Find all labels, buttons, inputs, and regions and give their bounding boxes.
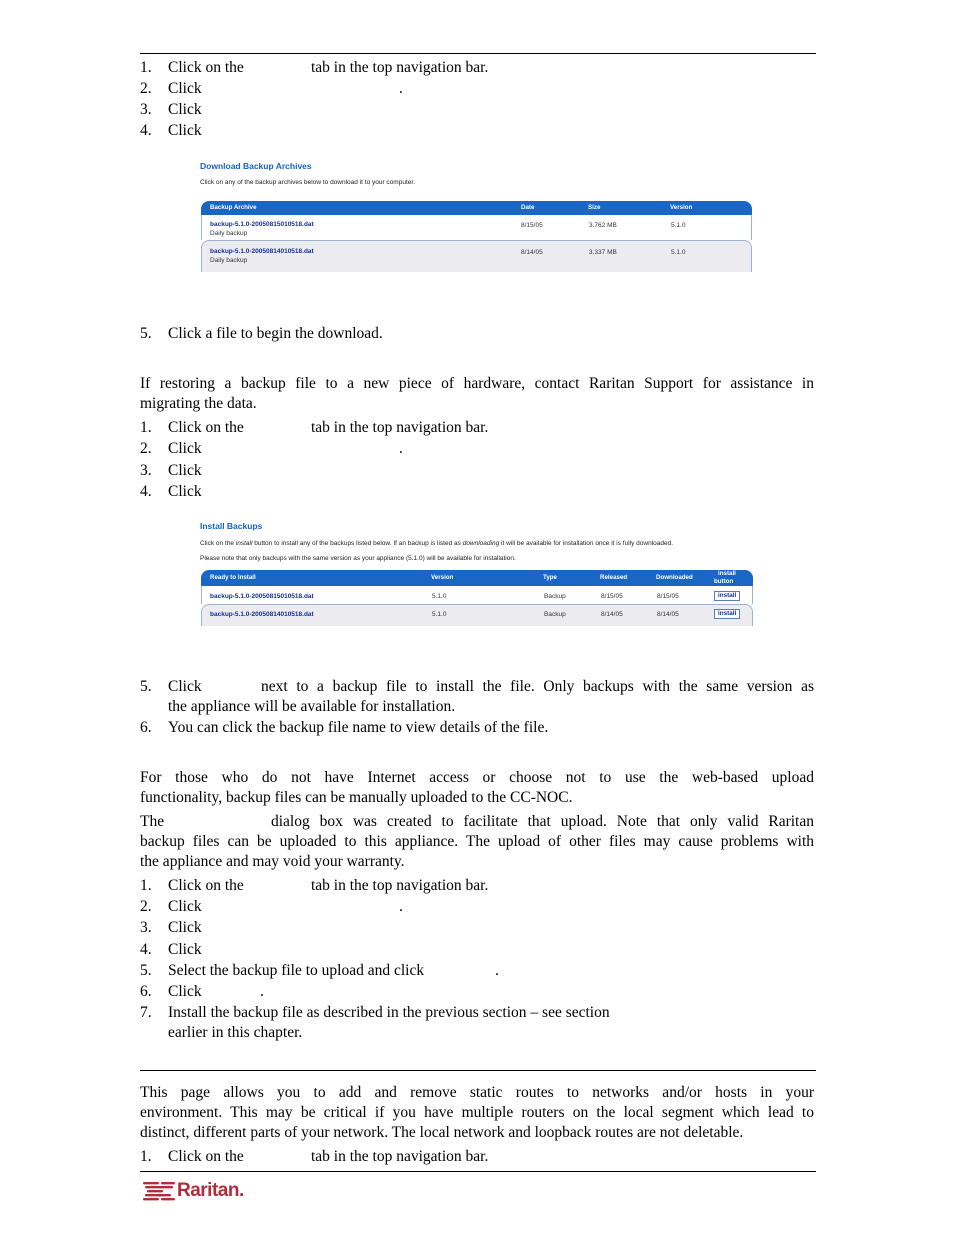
step-text: Click on the [168,1148,244,1165]
install-backups-screenshot [196,515,758,628]
step-text: Click [168,483,202,500]
paragraph-line: If restoring a backup file to a new piece of hardware, contact Raritan Support for assistance in [140,375,814,392]
step-number: 4. [140,483,152,500]
column-header: Version [670,204,693,211]
paragraph-line: functionality, backup files can be manually uploaded to the CC-NOC. [140,789,573,806]
step-text-tail: next to a backup file to install the file. Only backups with the same version as [261,678,814,695]
backup-released: 8/15/05 [601,593,623,600]
backup-version: 5.1.0 [432,611,447,618]
step-text: Click a file to begin the download. [168,325,383,342]
static-routes-paragraph [140,1083,814,1143]
backup-size: 3.762 MB [589,222,617,229]
header-rule [140,53,816,54]
step-number: 7. [140,1004,152,1021]
step-text: Click [168,678,202,695]
paragraph-line: distinct, different parts of your network. The local network and loopback routes are not deletable. [140,1124,744,1141]
table-row [201,586,753,604]
step-text: Click [168,983,202,1000]
backup-type: Daily backup [210,230,248,237]
paragraph-line: This page allows you to add and remove static routes to networks and/or hosts in your [140,1084,814,1101]
column-header: Size [588,204,601,211]
column-header: Type [543,574,557,581]
backup-size: 3.337 MB [589,249,617,256]
section-rule [140,1070,816,1071]
step-text: Click [168,80,202,97]
backup-kind: Backup [544,593,566,600]
screenshot-description: Click on the install button to install any of the backups listed below. If an backup is listed as downloading it will be available for installation once it is fully downloaded. [200,540,674,547]
step-number: 3. [140,101,152,118]
step-number: 2. [140,898,152,915]
step-text: Click on the [168,419,244,436]
screenshot-note: Please note that only backups with the same version as your appliance (5.1.0) will be available for installation. [200,555,516,562]
step-number: 5. [140,962,152,979]
backup-version: 5.1.0 [432,593,447,600]
step-text: Click [168,941,202,958]
install-button[interactable]: install [714,609,740,619]
paragraph-line: The dialog box was created to facilitate that upload. Note that only valid Raritan [140,813,814,830]
logo-wordmark: Raritan. [177,1180,244,1201]
step-number: 4. [140,122,152,139]
backup-file-link[interactable]: backup-5.1.0-20050814010518.dat [210,611,314,618]
step-number: 1. [140,419,152,436]
step-text: Install the backup file as described in the previous section – see section [168,1004,610,1021]
column-header: Date [521,204,535,211]
step-text: Select the backup file to upload and click [168,962,425,979]
paragraph-line: environment. This may be critical if you have multiple routers on the local segment which lead to [140,1104,814,1121]
step-text-tail: . [495,962,499,979]
backup-file-link[interactable]: backup-5.1.0-20050815010518.dat [210,593,314,600]
column-header: Released [600,574,628,581]
step-number: 1. [140,59,152,76]
backup-downloaded: 8/14/05 [657,611,679,618]
install-button[interactable]: install [714,591,740,601]
table-row [201,240,752,272]
backup-version: 5.1.0 [671,222,686,229]
paragraph-line: the appliance and may void your warranty. [140,853,405,870]
step-text-tail: . [399,440,403,457]
manual-upload-paragraph [140,768,814,808]
table-row [201,215,752,240]
step-number: 3. [140,919,152,936]
step-text: You can click the backup file name to view details of the file. [168,719,549,736]
column-header: Ready to Install [210,574,256,581]
step-text: Click on the [168,877,244,894]
footer-rule [140,1171,816,1172]
column-header: Downloaded [656,574,693,581]
upload-dialog-paragraph [140,812,814,872]
step-text-tail: tab in the top navigation bar. [311,877,489,894]
backup-released: 8/14/05 [601,611,623,618]
step-text-tail: . [399,80,403,97]
backup-file-link[interactable]: backup-5.1.0-20050815010518.dat [210,221,314,228]
step-text-tail: tab in the top navigation bar. [311,1148,489,1165]
step-text-tail: . [399,898,403,915]
backup-file-link[interactable]: backup-5.1.0-20050814010518.dat [210,248,314,255]
step-text: Click [168,898,202,915]
step-text: Click [168,122,202,139]
step-number: 3. [140,462,152,479]
column-header: button [714,578,734,585]
step-text-tail: tab in the top navigation bar. [311,59,489,76]
restore-intro-paragraph [140,374,814,414]
step-text: Click [168,462,202,479]
backup-type: Daily backup [210,257,248,264]
backup-date: 8/14/05 [521,249,543,256]
paragraph-line: migrating the data. [140,395,257,412]
step-text: Click [168,919,202,936]
step-text-tail: tab in the top navigation bar. [311,419,489,436]
backup-kind: Backup [544,611,566,618]
step-number: 1. [140,1148,152,1165]
step-number: 6. [140,983,152,1000]
download-backup-screenshot [196,155,756,275]
table-header [201,570,753,586]
column-header: install [718,570,736,577]
backup-version: 5.1.0 [671,249,686,256]
step-number: 5. [140,678,152,695]
backup-date: 8/15/05 [521,222,543,229]
screenshot-title: Install Backups [200,521,263,531]
paragraph-line: For those who do not have Internet access or choose not to use the web-based upload [140,769,814,786]
step-text: Click [168,440,202,457]
step-text-continued: earlier in this chapter. [168,1024,303,1041]
raritan-logo [143,1179,253,1203]
screenshot-description: Click on any of the backup archives below to download it to your computer. [200,179,415,186]
step-text-continued: the appliance will be available for installation. [168,698,456,715]
step-number: 2. [140,80,152,97]
raritan-emblem-icon [143,1180,177,1202]
step-number: 4. [140,941,152,958]
column-header: Backup Archive [210,204,257,211]
paragraph-line: backup files can be uploaded to this appliance. The upload of other files may cause problems with [140,833,814,850]
step-number: 1. [140,877,152,894]
column-header: Version [431,574,454,581]
step-text-tail: . [260,983,264,1000]
step-text: Click on the [168,59,244,76]
step-number: 5. [140,325,152,342]
backup-downloaded: 8/15/05 [657,593,679,600]
table-header [201,201,752,215]
step-text: Click [168,101,202,118]
table-row [201,604,753,626]
step-number: 6. [140,719,152,736]
screenshot-title: Download Backup Archives [200,161,312,171]
step-number: 2. [140,440,152,457]
